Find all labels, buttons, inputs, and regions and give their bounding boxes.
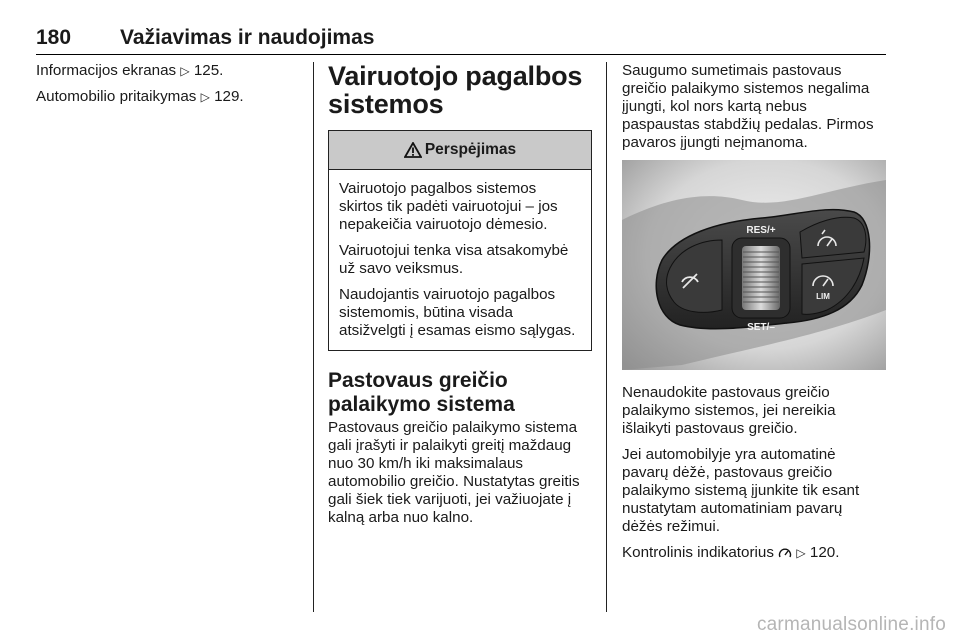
warning-heading: Perspėjimas (424, 141, 517, 158)
warning-paragraph: Vairuotojui tenka visa atsakomybė už savo veiksmus. (339, 242, 569, 277)
body-paragraph: Pastovaus greičio palaikymo sistema gali įrašyti ir palaikyti greitį maždaug nuo 30 km/h iki maksimalaus automobilio greičio. Nustatytas greitis gali šiek tiek varijuoti, jei važiuojate į kalną arba nuo kalno. (328, 419, 580, 526)
warning-box (328, 130, 592, 351)
warning-triangle-icon (404, 142, 422, 158)
warning-body (329, 170, 591, 350)
chapter-title: Važiavimas ir naudojimas (120, 26, 375, 49)
page-header (36, 26, 886, 52)
watermark: carmanualsonline.info (756, 614, 946, 635)
reference-page: 129. (214, 88, 244, 105)
reference-text: Informacijos ekranas (36, 62, 177, 79)
cross-reference[interactable] (36, 62, 304, 80)
column-1 (36, 62, 304, 114)
body-paragraph: Saugumo sumetimais pastovaus greičio palaikymo sistemos negalima įjungti, kol nors kartą nebus paspaustas stabdžių pedalas. Pirmos pavaros įjungti neįmanoma. (622, 62, 874, 151)
subsection-title: Pastovaus greičio palaikymo sistema (328, 369, 515, 416)
column-2 (328, 62, 592, 535)
page-number: 180 (36, 26, 72, 49)
warning-paragraph: Vairuotojo pagalbos sistemos skirtos tik padėti vairuotojui – jos nepakeičia vairuotojo dėmesio. (339, 180, 558, 233)
indicator-reference[interactable] (622, 544, 886, 562)
reference-text: Kontrolinis indikatorius (622, 544, 774, 561)
steering-wheel-controls-photo (622, 160, 886, 370)
reference-arrow-icon: ▷ (796, 546, 806, 560)
column-divider (313, 62, 314, 612)
body-paragraph: Nenaudokite pastovaus greičio palaikymo sistemos, jei nereikia išlaikyti pastovaus greičio. (622, 384, 836, 437)
reference-page: 125. (193, 62, 224, 79)
res-label: RES/+ (746, 225, 776, 236)
column-3 (622, 62, 886, 570)
reference-text: Automobilio pritaikymas (36, 88, 197, 105)
warning-paragraph: Naudojantis vairuotojo pagalbos sistemomis, būtina visada atsižvelgti į esamas eismo sąlygas. (339, 286, 576, 339)
cruise-control-icon (778, 547, 792, 559)
reference-arrow-icon: ▷ (180, 64, 190, 78)
reference-page: 120. (809, 544, 840, 561)
section-title: Vairuotojo pagalbos sistemos (328, 61, 583, 119)
lim-label: LIM (816, 292, 830, 301)
column-divider (606, 62, 607, 612)
steering-wheel-controls-illustration (622, 160, 886, 370)
reference-arrow-icon: ▷ (200, 90, 210, 104)
set-label: SET/– (747, 322, 775, 333)
cross-reference[interactable] (36, 88, 304, 106)
header-rule (36, 54, 886, 55)
warning-header (329, 131, 591, 170)
body-paragraph: Jei automobilyje yra automatinė pavarų dėžė, pastovaus greičio palaikymo sistemą įjunkite tik esant nustatytam automatiniam pavarų dėžės režimui. (622, 446, 860, 535)
